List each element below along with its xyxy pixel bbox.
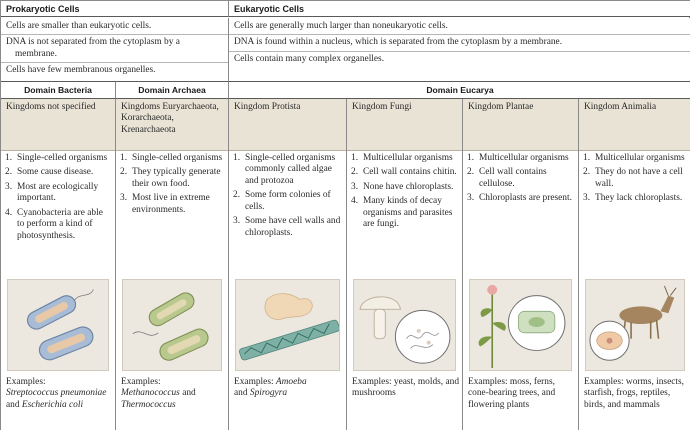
trait-item: 1. Multicellular organisms	[351, 153, 453, 163]
domain-bacteria: Domain Bacteria	[1, 81, 115, 99]
trait-list	[347, 151, 462, 231]
trait-item: 2. Some cause disease.	[5, 167, 94, 178]
trait-item: 3. Some have cell walls and chloroplasts.	[233, 216, 341, 238]
kingdom-label: Kingdom Plantae	[463, 99, 578, 151]
prokaryotic-fact: Cells have few membranous organelles.	[6, 65, 156, 76]
kingdom-label: Kingdom Fungi	[347, 99, 462, 151]
trait-item: 3. Most are ecologically important.	[5, 181, 99, 204]
trait-item: 1. Single-celled organisms	[120, 153, 223, 163]
column-fungi	[346, 99, 462, 430]
examples: Examples: Methanococcus and Thermococcus	[121, 377, 196, 410]
plantae-illustration	[469, 279, 572, 371]
examples: Examples: worms, insects, starfish, frogs, reptiles, birds, and mammals	[584, 377, 684, 410]
trait-item: 4. Many kinds of decay organisms and parasites are fungi.	[351, 196, 453, 230]
eukaryotic-header: Eukaryotic Cells	[228, 1, 690, 17]
fungi-illustration	[353, 279, 456, 371]
kingdom-label: Kingdom Animalia	[579, 99, 690, 151]
trait-item: 1. Multicellular organisms	[467, 153, 569, 163]
column-plantae	[462, 99, 578, 430]
examples: Examples: Amoeba and Spirogyra	[234, 377, 307, 399]
kingdom-label: Kingdom Protista	[229, 99, 346, 151]
trait-list	[1, 151, 115, 242]
prokaryotic-header: Prokaryotic Cells	[1, 1, 228, 17]
eukaryotic-fact: Cells contain many complex organelles.	[234, 53, 385, 64]
trait-item: 1. Single-celled organisms	[5, 153, 108, 163]
prokaryotic-fact: DNA is not separated from the cytoplasm by a membrane.	[6, 37, 180, 59]
examples: Examples: Streptococcus pneumoniae and Escherichia coli	[6, 377, 107, 410]
trait-item: 2. They do not have a cell wall.	[583, 167, 683, 189]
column-bacteria	[1, 99, 115, 430]
trait-item: 2. They typically generate their own food.	[120, 167, 221, 189]
protista-illustration	[235, 279, 340, 371]
trait-list	[579, 151, 690, 205]
animalia-illustration	[585, 279, 685, 371]
eukaryotic-fact: DNA is found within a nucleus, which is separated from the cytoplasm by a membrane.	[234, 37, 563, 48]
eukaryotic-facts	[228, 18, 690, 81]
kingdom-label: Kingdoms Euryarchaeota, Korarchaeota, Krenarchaeota	[116, 99, 228, 151]
prokaryotic-facts	[1, 18, 228, 81]
column-archaea	[115, 99, 228, 430]
trait-list	[463, 151, 578, 205]
kingdom-label: Kingdoms not specified	[1, 99, 115, 151]
trait-item: 4. Cyanobacteria are able to perform a kind of photosynthesis.	[5, 207, 103, 241]
examples: Examples: moss, ferns, cone-bearing trees, and flowering plants	[468, 377, 556, 410]
domain-eucarya: Domain Eucarya	[228, 81, 690, 99]
trait-item: 2. Some form colonies of cells.	[233, 190, 331, 212]
trait-list	[229, 151, 346, 239]
archaea-illustration	[122, 279, 222, 371]
trait-item: 3. Most live in extreme environments.	[120, 193, 210, 215]
trait-item: 2. Cell wall contains cellulose.	[467, 167, 547, 189]
trait-item: 1. Single-celled organisms commonly called algae and protozoa	[233, 153, 336, 186]
trait-item: 2. Cell wall contains chitin.	[351, 167, 457, 178]
bacteria-illustration	[7, 279, 109, 371]
prokaryotic-fact: Cells are smaller than eukaryotic cells.	[6, 21, 152, 31]
column-protista	[228, 99, 346, 430]
trait-item: 1. Multicellular organisms	[583, 153, 685, 163]
eukaryotic-fact: Cells are generally much larger than noneukaryotic cells.	[234, 21, 448, 31]
trait-item: 3. Chloroplasts are present.	[467, 193, 572, 204]
column-animalia	[578, 99, 690, 430]
examples: Examples: yeast, molds, and mushrooms	[352, 377, 460, 399]
domain-archaea: Domain Archaea	[115, 81, 228, 99]
trait-item: 3. None have chloroplasts.	[351, 181, 454, 192]
trait-item: 3. They lack chloroplasts.	[583, 193, 683, 204]
trait-list	[116, 151, 228, 216]
